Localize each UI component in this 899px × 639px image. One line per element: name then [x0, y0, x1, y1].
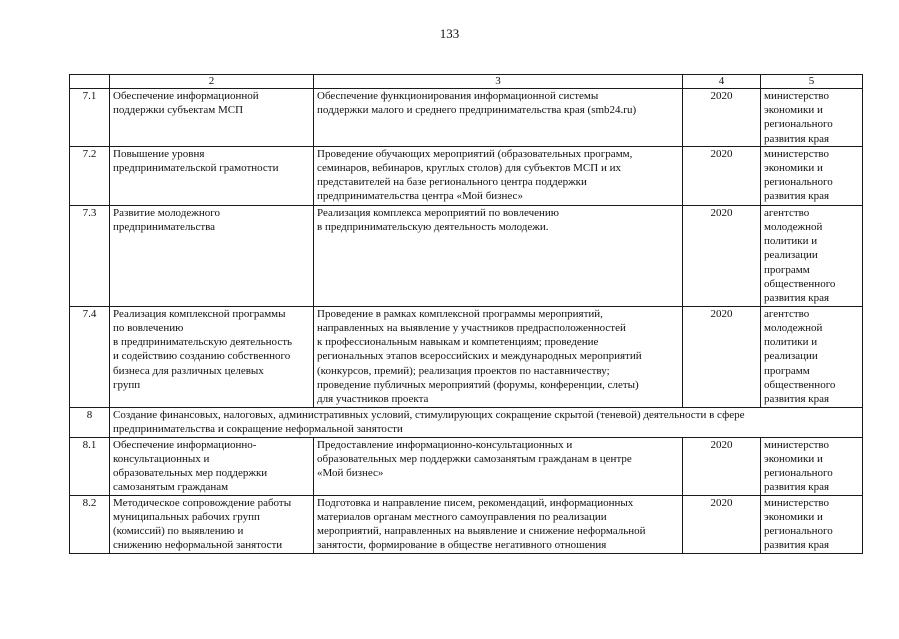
header-cell-5: 5 — [761, 75, 863, 89]
header-cell-1 — [70, 75, 110, 89]
measure-name: Обеспечение информационно- консультационных и образовательных мер поддержки самозанятым гражданам — [110, 437, 314, 495]
row-number: 8.2 — [70, 495, 110, 553]
measure-executor: агентство молодежной политики и реализации программ общественного развития края — [761, 205, 863, 306]
row-number: 8.1 — [70, 437, 110, 495]
measure-description: Обеспечение функционирования информационной системы поддержки малого и среднего предпринимательства края (smb24.ru) — [314, 89, 683, 147]
measure-description: Реализация комплекса мероприятий по вовлечению в предпринимательскую деятельность молодежи. — [314, 205, 683, 306]
row-number: 7.2 — [70, 146, 110, 205]
measure-year: 2020 — [683, 89, 761, 147]
measure-year: 2020 — [683, 146, 761, 205]
table-row — [70, 306, 863, 407]
measure-year: 2020 — [683, 205, 761, 306]
measure-executor: министерство экономики и регионального развития края — [761, 437, 863, 495]
measure-executor: министерство экономики и регионального развития края — [761, 146, 863, 205]
table-header-row — [70, 75, 863, 89]
measure-name: Развитие молодежного предпринимательства — [110, 205, 314, 306]
measure-year: 2020 — [683, 306, 761, 407]
measure-description: Проведение в рамках комплексной программы мероприятий, направленных на выявление у участников предрасположенностей к профессиональным навыкам и компетенциям; проведение региональных этапов всероссийских и международных мероприятий (конкурсов, премий); реализация проектов по наставничеству; проведение публичных мероприятий (форумы, конференции, слеты) для участников проекта — [314, 306, 683, 407]
section-title: Создание финансовых, налоговых, административных условий, стимулирующих сокращение скрытой (теневой) деятельности в сфере предпринимательства и сокращение неформальной занятости — [110, 407, 863, 437]
table-row — [70, 495, 863, 553]
measure-description: Подготовка и направление писем, рекомендаций, информационных материалов органам местного самоуправления по реализации мероприятий, направленных на выявление и снижение неформальной занятости, формирование в обществе негативного отношения — [314, 495, 683, 553]
table-row — [70, 146, 863, 205]
table-row — [70, 205, 863, 306]
measure-name: Обеспечение информационной поддержки субъектам МСП — [110, 89, 314, 147]
measure-description: Проведение обучающих мероприятий (образовательных программ, семинаров, вебинаров, круглых столов) для субъектов МСП и их представителей на базе регионального центра поддержки предпринимательства центра «Мой бизнес» — [314, 146, 683, 205]
header-cell-3: 3 — [314, 75, 683, 89]
header-cell-4: 4 — [683, 75, 761, 89]
table-row — [70, 437, 863, 495]
measures-table — [69, 74, 863, 554]
row-number: 7.3 — [70, 205, 110, 306]
measure-year: 2020 — [683, 437, 761, 495]
header-cell-2: 2 — [110, 75, 314, 89]
row-number: 7.1 — [70, 89, 110, 147]
measure-executor: министерство экономики и регионального развития края — [761, 495, 863, 553]
section-row — [70, 407, 863, 437]
measure-executor: агентство молодежной политики и реализации программ общественного развития края — [761, 306, 863, 407]
section-number: 8 — [70, 407, 110, 437]
measure-name: Методическое сопровождение работы муниципальных рабочих групп (комиссий) по выявлению и снижению неформальной занятости — [110, 495, 314, 553]
measure-description: Предоставление информационно-консультационных и образовательных мер поддержки самозанятым гражданам в центре «Мой бизнес» — [314, 437, 683, 495]
page-number: 133 — [439, 26, 460, 41]
measure-year: 2020 — [683, 495, 761, 553]
row-number: 7.4 — [70, 306, 110, 407]
measure-name: Повышение уровня предпринимательской грамотности — [110, 146, 314, 205]
measure-name: Реализация комплексной программы по вовлечению в предпринимательскую деятельность и содействию созданию собственного бизнеса для различных целевых групп — [110, 306, 314, 407]
table-row — [70, 89, 863, 147]
measure-executor: министерство экономики и регионального развития края — [761, 89, 863, 147]
